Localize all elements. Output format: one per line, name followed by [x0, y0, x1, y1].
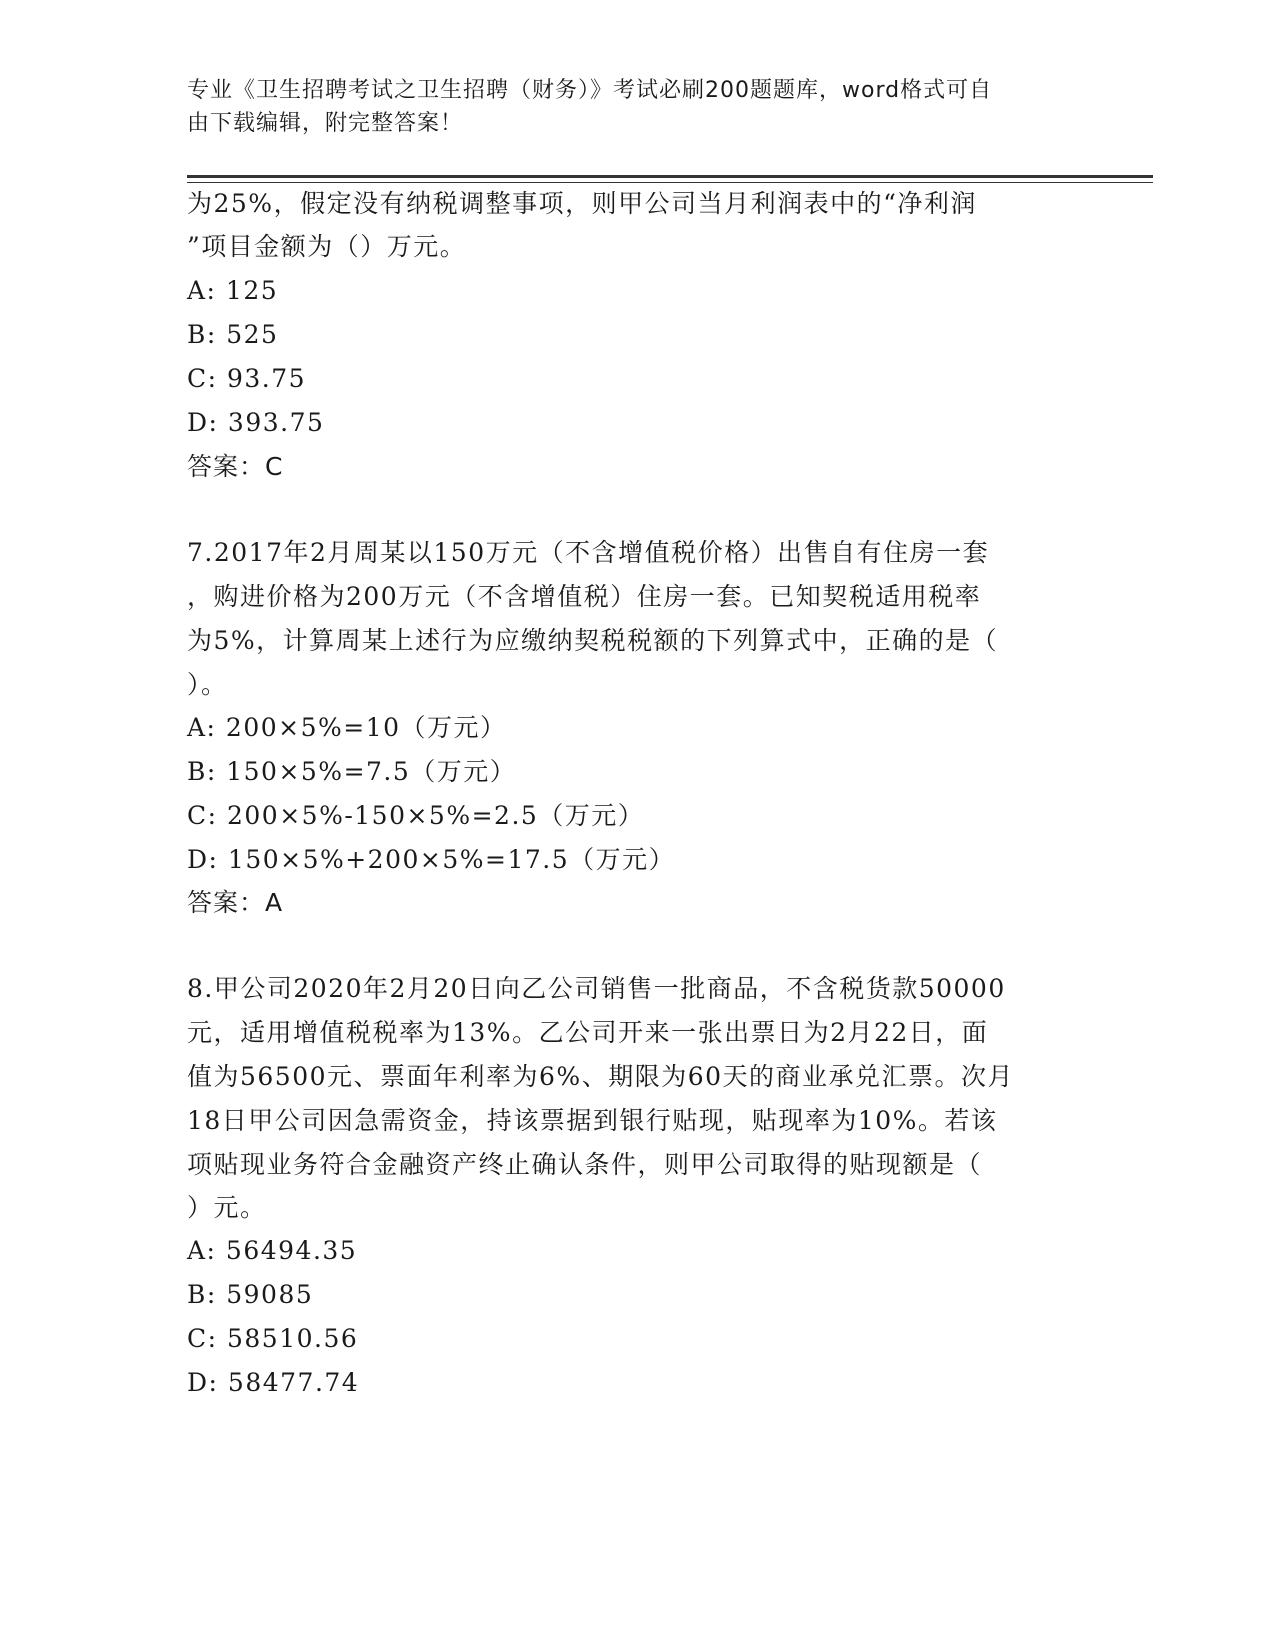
header-rule-thin: [187, 182, 1153, 183]
q8-option-c: C: 58510.56: [187, 1324, 359, 1353]
q8-option-b: B: 59085: [187, 1280, 314, 1309]
q6-option-c: C: 93.75: [187, 364, 307, 393]
header-rule-thick: [187, 175, 1153, 178]
q6-option-a: A: 125: [187, 276, 279, 305]
q7-stem-line-1: 7.2017年2月周某以150万元（不含增值税价格）出售自有住房一套: [187, 538, 990, 567]
q7-answer: 答案：A: [187, 888, 284, 917]
q7-stem-line-4: ）。: [187, 670, 228, 699]
q8-option-d: D: 58477.74: [187, 1368, 360, 1397]
q8-stem-line-1: 8.甲公司2020年2月20日向乙公司销售一批商品，不含税货款50000: [187, 974, 1006, 1003]
q6-stem-line-1: 为25%，假定没有纳税调整事项，则甲公司当月利润表中的“净利润: [187, 189, 977, 218]
document-header: [187, 74, 1067, 140]
q6-answer: 答案：C: [187, 452, 284, 481]
q8-stem-line-6: ）元。: [187, 1193, 267, 1222]
q7-stem-line-2: ，购进价格为200万元（不含增值税）住房一套。已知契税适用税率: [187, 582, 982, 611]
q8-option-a: A: 56494.35: [187, 1236, 358, 1265]
q6-stem-line-2: ”项目金额为（）万元。: [187, 232, 467, 261]
header-line-2: 由下载编辑，附完整答案！: [187, 111, 464, 136]
q8-stem-line-3: 值为56500元、票面年利率为6%、期限为60天的商业承兑汇票。次月: [187, 1062, 1015, 1091]
header-line-1: 专业《卫生招聘考试之卫生招聘（财务）》考试必刷200题题库，word格式可自: [187, 78, 993, 103]
q7-option-b: B: 150×5%=7.5（万元）: [187, 757, 517, 786]
q8-stem-line-4: 18日甲公司因急需资金，持该票据到银行贴现，贴现率为10%。若该: [187, 1106, 998, 1135]
q7-option-d: D: 150×5%+200×5%=17.5（万元）: [187, 845, 676, 874]
q7-option-a: A: 200×5%=10（万元）: [187, 713, 507, 742]
q6-option-d: D: 393.75: [187, 408, 325, 437]
q8-stem-line-5: 项贴现业务符合金融资产终止确认条件，则甲公司取得的贴现额是（: [187, 1150, 983, 1179]
q7-stem-line-3: 为5%，计算周某上述行为应缴纳契税税额的下列算式中，正确的是（: [187, 626, 999, 655]
q6-option-b: B: 525: [187, 320, 279, 349]
q7-option-c: C: 200×5%-150×5%=2.5（万元）: [187, 801, 645, 830]
q8-stem-line-2: 元，适用增值税税率为13%。乙公司开来一张出票日为2月22日，面: [187, 1018, 989, 1047]
